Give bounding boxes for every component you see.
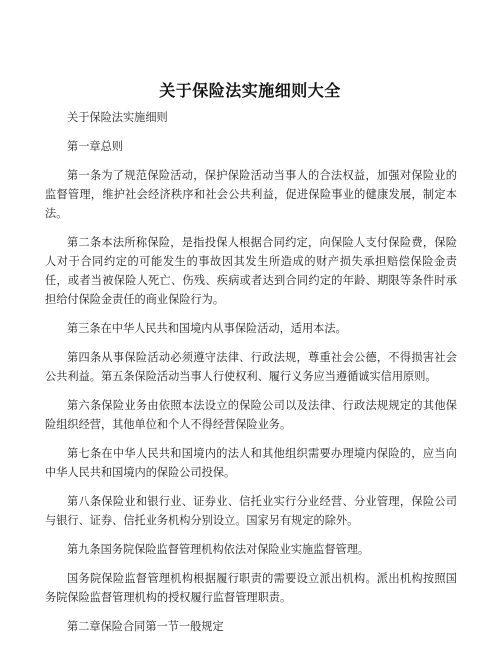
article-6-paragraph: 第六条保险业务由依照本法设立的保险公司以及法律、行政法规规定的其他保险组织经营，其他单位和个人不得经营保险业务。 (45, 399, 457, 431)
article-9-paragraph: 第九条国务院保险监督管理机构依法对保险业实施监督管理。 (67, 543, 370, 556)
article-2-paragraph: 第二条本法所称保险，是指投保人根据合同约定，向保险人支付保险费，保险人对于合同约定的可能发生的事故因其发生所造成的财产损失承担赔偿保险金责任，或者当被保险人死亡、伤残、疾病或者达到合同约定的年龄、期限等条件时承担给付保险金责任的商业保险行为。 (45, 236, 457, 306)
document-title: 关于保险法实施细则大全 (159, 81, 341, 100)
article-8-paragraph: 第八条保险业和银行业、证券业、信托业实行分业经营、分业管理，保险公司与银行、证券、信托业务机构分别设立。国家另有规定的除外。 (45, 495, 457, 527)
subtitle-paragraph: 关于保险法实施细则 (67, 111, 168, 124)
article-3-paragraph: 第三条在中华人民共和国境内从事保险活动，适用本法。 (67, 322, 347, 335)
regulator-paragraph: 国务院保险监督管理机构根据履行职责的需要设立派出机构。派出机构按照国务院保险监督管理机构的授权履行监督管理职责。 (45, 572, 457, 604)
chapter-2-heading: 第二章保险合同第一节一般规定 (67, 620, 224, 633)
article-7-paragraph: 第七条在中华人民共和国境内的法人和其他组织需要办理境内保险的，应当向中华人民共和国境内的保险公司投保。 (45, 447, 457, 479)
article-1-paragraph: 第一条为了规范保险活动，保护保险活动当事人的合法权益，加强对保险业的监督管理，维护社会经济秩序和社会公共利益，促进保险事业的健康发展，制定本法。 (45, 169, 457, 220)
chapter-heading: 第一章总则 (67, 140, 123, 153)
document-body (45, 108, 457, 636)
article-4-5-paragraph: 第四条从事保险活动必须遵守法律、行政法规，尊重社会公德，不得损害社会公共利益。第五条保险活动当事人行使权利、履行义务应当遵循诚实信用原则。 (45, 351, 457, 383)
